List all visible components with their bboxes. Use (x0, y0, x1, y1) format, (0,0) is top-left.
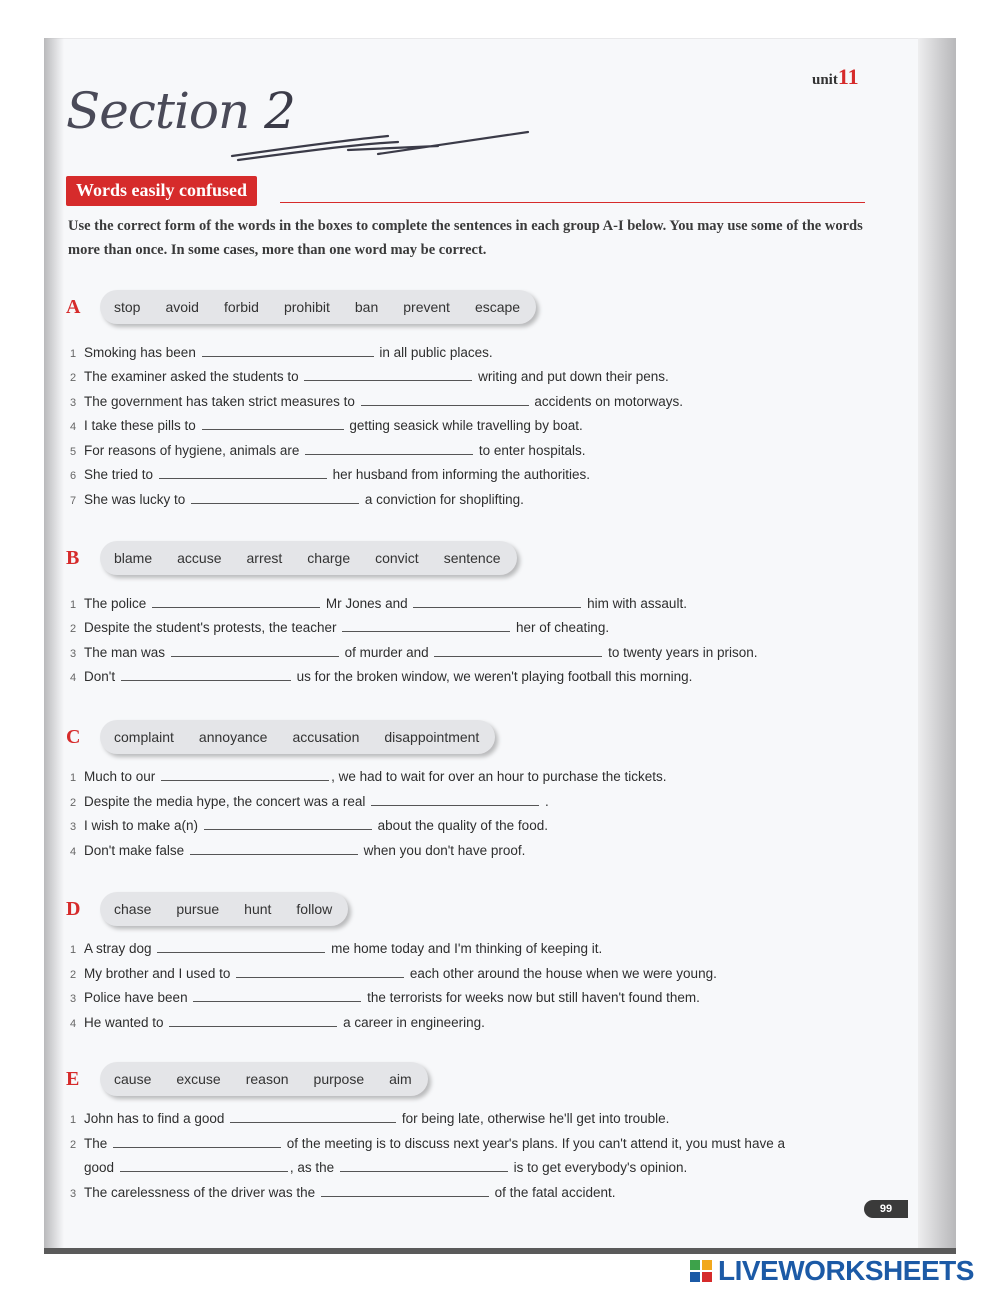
word: accuse (177, 550, 222, 566)
sentence-a2: 2 The examiner asked the students to writing and put down their pens. (70, 369, 669, 384)
answer-blank[interactable] (413, 595, 581, 608)
sentence-b1: 1 The police Mr Jones and him with assault. (70, 596, 687, 611)
group-letter-b: B (66, 547, 80, 569)
unit-word: unit (812, 72, 838, 88)
sentence-d4: 4 He wanted to a career in engineering. (70, 1015, 485, 1030)
group-letter-c: C (66, 726, 81, 748)
section-banner: Words easily confused (66, 176, 257, 206)
answer-blank[interactable] (161, 768, 329, 781)
word: avoid (165, 299, 199, 315)
group-letter-a: A (66, 296, 81, 318)
answer-blank[interactable] (202, 344, 374, 357)
word: blame (114, 550, 153, 566)
sentence-e1: 1 John has to find a good for being late, otherwise he'll get into trouble. (70, 1111, 670, 1126)
sentence-d1: 1 A stray dog me home today and I'm thinking of keeping it. (70, 941, 603, 956)
answer-blank[interactable] (202, 417, 344, 430)
sentence-e2-continued: good , as the is to get everybody's opinion. (84, 1160, 688, 1175)
word: ban (354, 299, 379, 315)
answer-blank[interactable] (305, 442, 473, 455)
answer-blank[interactable] (342, 619, 510, 632)
sentence-c4: 4 Don't make false when you don't have proof. (70, 843, 526, 858)
sentence-a3: 3 The government has taken strict measures to accidents on motorways. (70, 394, 683, 409)
word: cause (114, 1071, 152, 1087)
sentence-a4: 4 I take these pills to getting seasick while travelling by boat. (70, 418, 583, 433)
answer-blank[interactable] (169, 1014, 337, 1027)
sentence-b4: 4 Don't us for the broken window, we weren't playing football this morning. (70, 669, 693, 684)
sentence-a5: 5 For reasons of hygiene, animals are to enter hospitals. (70, 443, 586, 458)
section-word: Section (66, 82, 250, 140)
sentence-c1: 1 Much to our , we had to wait for over an hour to purchase the tickets. (70, 769, 667, 784)
page-bottom-edge (44, 1248, 956, 1254)
answer-blank[interactable] (434, 644, 602, 657)
answer-blank[interactable] (193, 989, 361, 1002)
word: annoyance (198, 729, 268, 745)
word: follow (296, 901, 333, 917)
answer-blank[interactable] (340, 1159, 508, 1172)
word: arrest (246, 550, 283, 566)
sentence-a1: 1 Smoking has been in all public places. (70, 345, 493, 360)
answer-blank[interactable] (190, 842, 358, 855)
sentence-d2: 2 My brother and I used to each other around the house when we were young. (70, 966, 717, 981)
page-number: 99 (864, 1200, 908, 1218)
word: prohibit (283, 299, 330, 315)
word: stop (114, 299, 141, 315)
sentence-a6: 6 She tried to her husband from informing the authorities. (70, 467, 590, 482)
answer-blank[interactable] (230, 1110, 396, 1123)
section-number: 2 (264, 82, 295, 140)
unit-number: 11 (837, 64, 859, 89)
word: aim (389, 1071, 412, 1087)
word: prevent (403, 299, 450, 315)
word: purpose (313, 1071, 365, 1087)
word: forbid (223, 299, 259, 315)
word: escape (474, 299, 521, 315)
banner-rule (280, 202, 865, 203)
word: reason (245, 1071, 289, 1087)
answer-blank[interactable] (361, 393, 529, 406)
answer-blank[interactable] (321, 1184, 489, 1197)
liveworksheets-text: LIVEWORKSHEETS (718, 1255, 974, 1286)
word: pursue (176, 901, 220, 917)
word-box-a (100, 290, 536, 324)
word: sentence (443, 550, 501, 566)
sentence-c3: 3 I wish to make a(n) about the quality of the food. (70, 818, 548, 833)
page-binding-shadow (44, 38, 64, 1254)
word: accusation (292, 729, 360, 745)
word-box-d (100, 892, 348, 926)
answer-blank[interactable] (152, 595, 320, 608)
page-edge (918, 38, 956, 1254)
sentence-e2: 2 The of the meeting is to discuss next year's plans. If you can't attend it, you must have a (70, 1136, 785, 1151)
answer-blank[interactable] (236, 965, 404, 978)
answer-blank[interactable] (120, 1159, 288, 1172)
liveworksheets-watermark (690, 1256, 974, 1286)
answer-blank[interactable] (304, 368, 472, 381)
sentence-a7: 7 She was lucky to a conviction for shoplifting. (70, 492, 524, 507)
answer-blank[interactable] (157, 940, 325, 953)
sentence-c2: 2 Despite the media hype, the concert was a real . (70, 794, 549, 809)
word-box-e (100, 1062, 428, 1096)
word: hunt (244, 901, 272, 917)
word: disappointment (384, 729, 480, 745)
answer-blank[interactable] (371, 793, 539, 806)
word: charge (307, 550, 351, 566)
answer-blank[interactable] (159, 466, 327, 479)
title-underline-scribble (228, 126, 538, 166)
word: chase (114, 901, 152, 917)
word-box-c (100, 720, 495, 754)
sentence-e3: 3 The carelessness of the driver was the of the fatal accident. (70, 1185, 616, 1200)
sentence-b3: 3 The man was of murder and to twenty years in prison. (70, 645, 758, 660)
word: excuse (176, 1071, 221, 1087)
sentence-d3: 3 Police have been the terrorists for weeks now but still haven't found them. (70, 990, 700, 1005)
group-letter-e: E (66, 1068, 80, 1090)
instructions: Use the correct form of the words in the boxes to complete the sentences in each group A-I below. You may use some of the words more than once. In some cases, more than one word may be correct. (68, 218, 863, 258)
word: convict (375, 550, 419, 566)
answer-blank[interactable] (191, 491, 359, 504)
answer-blank[interactable] (204, 817, 372, 830)
unit-label (812, 64, 859, 90)
answer-blank[interactable] (121, 668, 291, 681)
word: complaint (114, 729, 174, 745)
answer-blank[interactable] (113, 1135, 281, 1148)
group-letter-d: D (66, 898, 81, 920)
sentence-b2: 2 Despite the student's protests, the teacher her of cheating. (70, 620, 610, 635)
liveworksheets-logo-icon (690, 1260, 712, 1282)
answer-blank[interactable] (171, 644, 339, 657)
word-box-b (100, 541, 517, 575)
